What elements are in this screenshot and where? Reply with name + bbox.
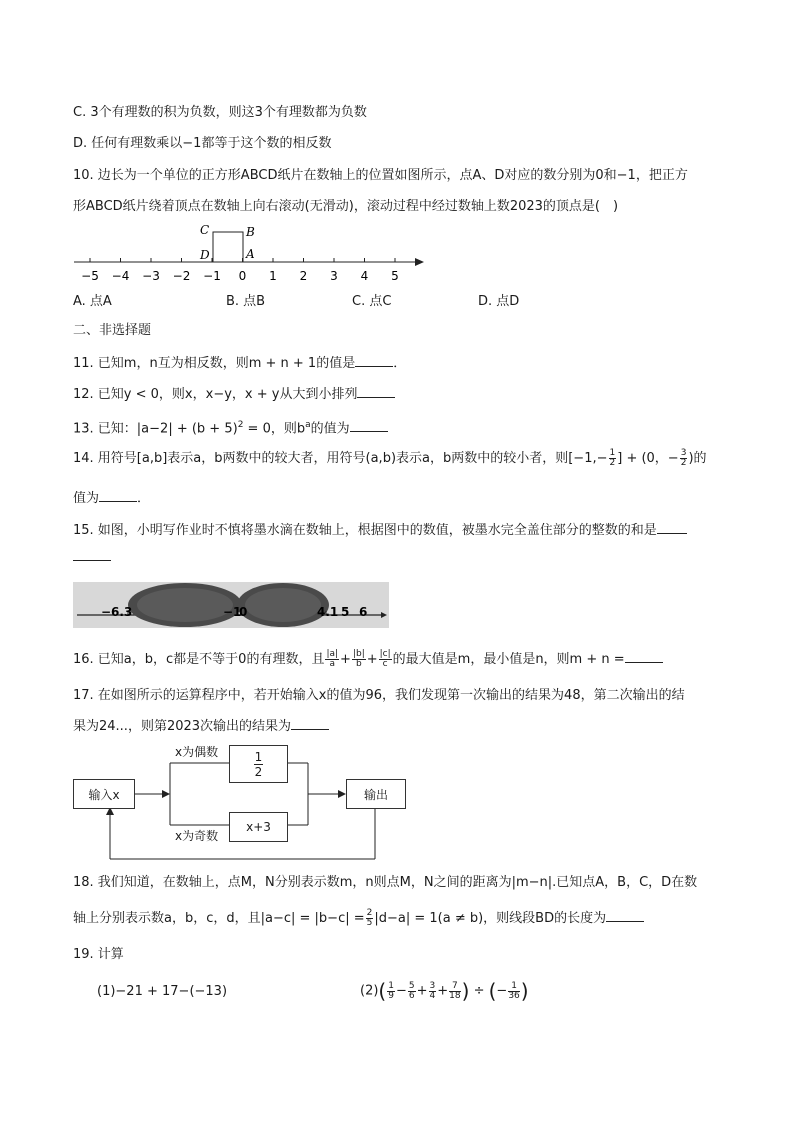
axis-tick-label: −4 [111,269,130,283]
input-x-box: 输入x [73,779,135,809]
q14-text-c: )的 [688,451,707,466]
plus3-box: x+3 [229,812,288,842]
axis-tick-label: 1 [269,269,277,283]
q9-option-c: C. 3个有理数的积为负数，则这3个有理数都为负数 [73,105,367,120]
q19-frac-4: $\frac{7}{18}$ [449,980,461,1001]
axis-tick-label: −1 [203,269,221,283]
axis-arrow [415,258,424,266]
vertex-d: D [200,248,210,262]
axis-tick-label: 3 [330,269,338,283]
q14-line1 [73,449,707,468]
q12-answer-blank [357,385,395,398]
q17-answer-blank [291,717,329,730]
q16-text-b: 的最大值是m，最小值是n，则m + n = [392,652,625,667]
q13-exponent: 2 [237,420,244,430]
q10-number-line-figure [70,222,430,284]
q19-part-1: (1)−21 + 17−(−13) [97,984,228,999]
q12-line [73,385,395,404]
output-box: 输出 [346,779,406,809]
q11-line [73,354,406,373]
q10-option-d: D. 点D [478,294,520,309]
label-0: 0 [239,605,248,619]
q18-line2 [73,909,644,928]
q18-answer-blank [606,909,644,922]
q15-answer-blank-b [73,548,111,561]
axis-tick-label: 4 [360,269,369,283]
q19-frac-3: $\frac{3}{4}$ [429,980,436,1001]
q17-line1: 17. 在如图所示的运算程序中，若开始输入x的值为96，我们发现第一次输出的结果为48，第二次输出的结 [73,688,685,703]
q19-frac-5: $\frac{1}{36}$ [508,980,520,1001]
square-abcd [213,232,243,262]
q11-answer-blank [355,354,393,367]
q14-fraction-1: $\frac{1}{2}$ [609,448,616,468]
odd-label: x为奇数 [175,829,219,843]
q13-text-c: 的值为 [310,421,350,437]
axis-tick-label: −3 [142,269,160,283]
q19-frac-2: $\frac{5}{6}$ [408,980,415,1001]
q10-option-a: A. 点A [73,294,112,309]
q15-answer-blank-a [657,521,687,534]
q10-text-line2: 形ABCD纸片绕着顶点在数轴上向右滚动(无滑动)，滚动过程中经过数轴上数2023的顶点是( ) [73,199,619,214]
vertex-a: A [246,247,255,261]
q16-answer-blank [625,650,663,663]
q16-line: 16. 已知a，b，c都是不等于0的有理数，且 $\frac{|a|}{a}$ + $\frac{|b|}{b}$ + $\frac{|c|}{c}$ 的最大值是m，最小值是n，则m + n = [73,650,663,669]
vertex-c: C [200,223,210,237]
q16-fraction-c: $\frac{|c|}{c}$ [379,649,391,669]
q13-answer-blank [350,419,388,432]
q18-text-b: |d−a| = 1(a ≠ b)，则线段BD的长度为 [374,911,607,926]
axis-tick-label: 2 [299,269,308,283]
label-6: 6 [359,605,368,619]
axis-tick-label: −5 [81,269,99,283]
label-neg-1: −1 [223,605,242,619]
q14-fraction-2: $\frac{3}{2}$ [680,448,687,468]
axis-tick-label: −2 [172,269,191,283]
q15-line1 [73,521,687,540]
q17-flowchart [70,740,410,865]
q15-ink-number-line [73,582,389,628]
q17-line2 [73,717,329,736]
q19-heading: 19. 计算 [73,947,124,962]
q19-frac-1: $\frac{1}{9}$ [388,980,394,1001]
q17-text: 果为24...，则第2023次输出的结果为 [73,719,292,734]
even-label: x为偶数 [175,745,219,759]
q10-text-line1: 10. 边长为一个单位的正方形ABCD纸片在数轴上的位置如图所示，点A、D对应的数分别为0和−1，把正方 [73,168,688,183]
q14-end: ． [137,491,151,506]
q15-text: 15. 如图，小明写作业时不慎将墨水滴在数轴上，根据图中的数值，被墨水完全盖住部分的整数的和是 [73,523,657,538]
axis-tick-label: 5 [391,269,399,283]
section-2-heading: 二、非选择题 [73,323,152,338]
q19-part-2: (2)( $\frac{1}{9}$ − $\frac{5}{6}$ + $\frac{3}{4}$ + $\frac{7}{18}$ ) ÷ (− $\frac{1}{36}$ ) [360,979,529,1003]
q18-fraction: $\frac{2}{5}$ [366,908,373,928]
q18-line1: 18. 我们知道，在数轴上，点M，N分别表示数m，n则点M，N之间的距离为|m−n|.已知点A，B，C，D在数 [73,875,698,890]
q14-answer-blank [99,489,137,502]
half-box: $\frac{1}{2}$ [229,745,288,783]
q13-text-a: 13. 已知：|a−2| + (b + 5) [73,421,238,437]
q16-fraction-b: $\frac{|b|}{b}$ [352,649,365,669]
q9-option-d: D. 任何有理数乘以−1都等于这个数的相反数 [73,136,332,151]
q12-text: 12. 已知y < 0，则x，x−y，x + y从大到小排列 [73,387,358,402]
q13-text-b: = 0，则b [243,421,306,437]
q10-option-b: B. 点B [226,294,266,309]
q15-line2 [73,548,111,567]
vertex-b: B [246,225,255,239]
q13-line [73,416,388,438]
axis-tick-label: 0 [238,269,247,283]
q13-exponent-a: a [305,420,311,430]
label-4.1: 4.1 [317,605,339,619]
q14-text-a: 14. 用符号[a,b]表示a，b两数中的较大者，用符号(a,b)表示a，b两数中的较小者，则[−1,− [73,451,608,466]
q14-text-b: ] + (0，− [617,451,679,466]
label-5: 5 [341,605,350,619]
q11-text: 11. 已知m，n互为相反数，则m + n + 1的值是 [73,356,356,371]
q10-option-c: C. 点C [352,294,392,309]
q18-text-a: 轴上分别表示数a，b，c，d，且|a−c| = |b−c| = [73,911,365,926]
q11-end: ． [393,356,407,371]
label-neg-6.3: −6.3 [101,605,133,619]
q16-fraction-a: $\frac{|a|}{a}$ [326,649,339,669]
q14-text-d: 值为 [73,491,100,506]
q16-text-a: 16. 已知a，b，c都是不等于0的有理数，且 [73,652,325,667]
q14-line2 [73,489,150,508]
